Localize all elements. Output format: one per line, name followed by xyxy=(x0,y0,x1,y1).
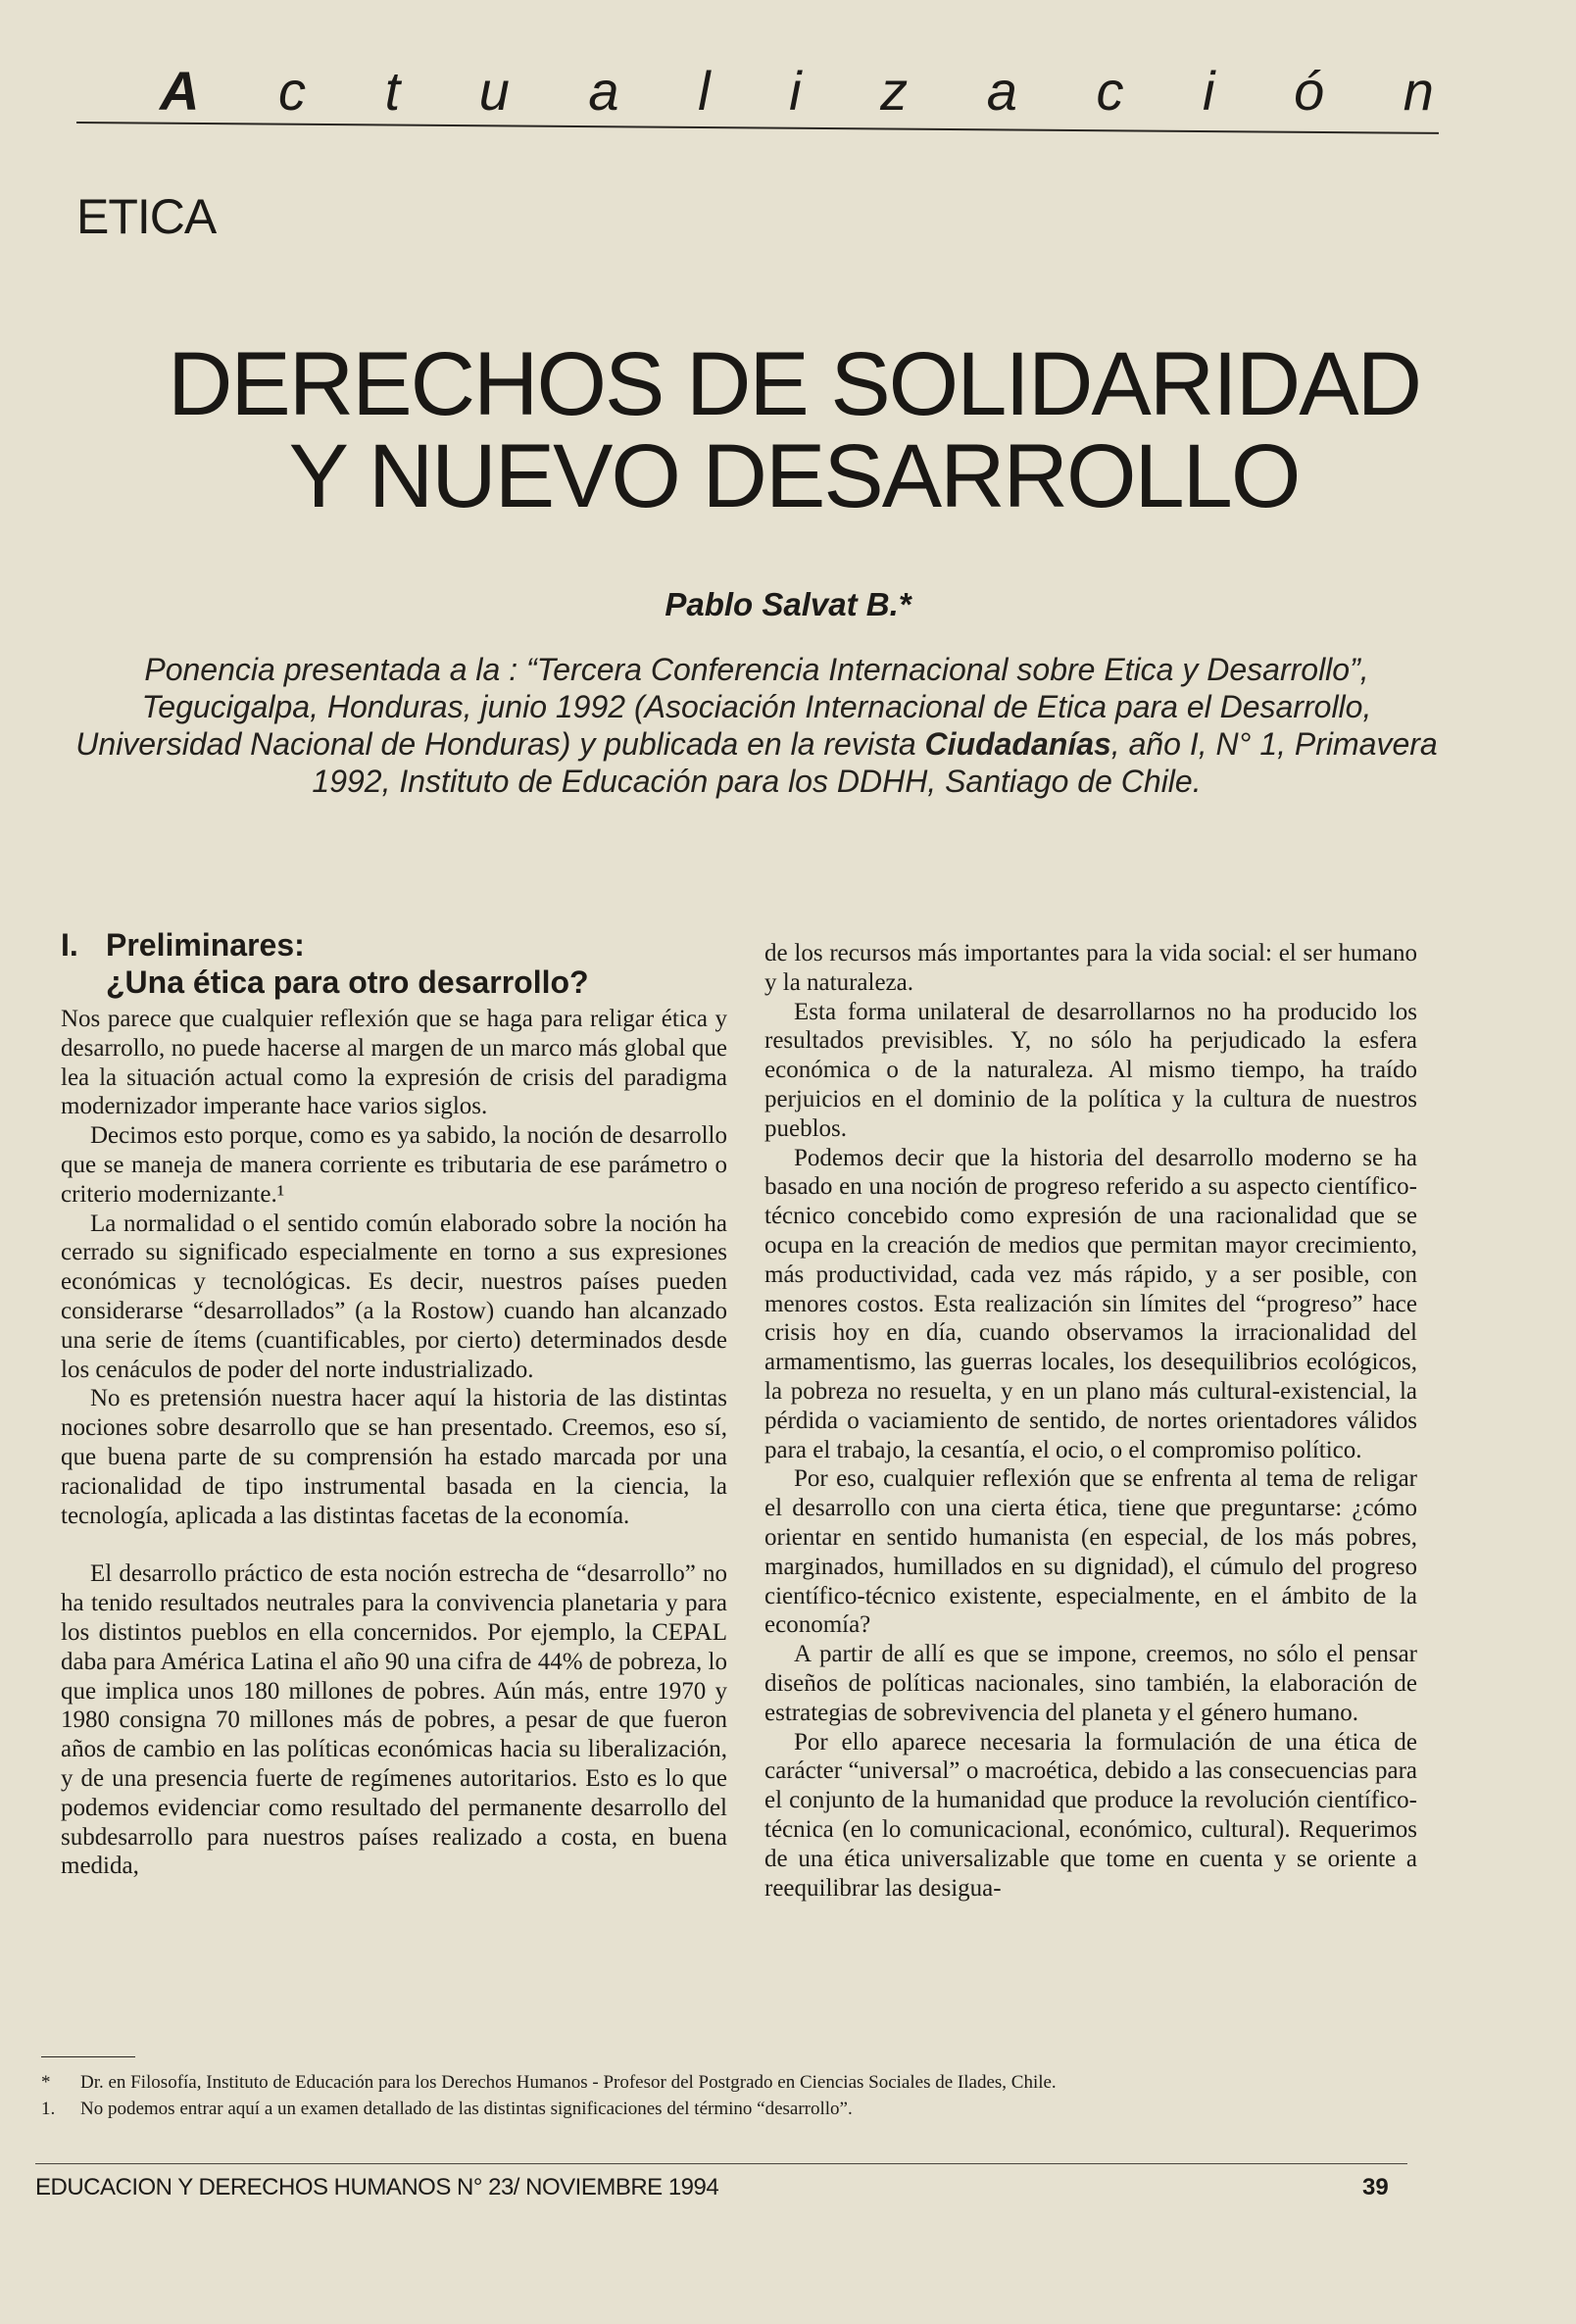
article-title-line1: DERECHOS DE SOLIDARIDAD xyxy=(167,334,1421,434)
abstract-text-end: , año I, N° 1, Primavera 1992, Instituto de Educación para los DDHH, Santiago de Chile. xyxy=(312,726,1438,799)
banner-letter: c xyxy=(278,60,307,122)
category-label: ETICA xyxy=(76,189,217,244)
paragraph: El desarrollo práctico de esta noción estrecha de “desarrollo” no ha tenido resultados neutrales para la convivencia planetaria y para los distintos pueblos en ella concernidos. Por ejemplo, la CEPAL daba para América Latina el año 90 una cifra de 44% de pobreza, lo que implica unos 180 millones de pobres. Aún más, entre 1970 y 1980 consigna 70 millones más de pobres, a pesar de que fueron años de cambio en las políticas económicas hacia su liberalización, y de una presencia fuerte de regímenes autoritarios. Esto es lo que podemos evidenciar como resultado del permanente desarrollo del subdesarrollo para nuestros países realizado a costa, en buena medida, xyxy=(61,1560,727,1880)
banner-letter: c xyxy=(1096,60,1124,122)
banner-letter: i xyxy=(789,60,802,122)
paragraph: Por ello aparece necesaria la formulación de una ética de carácter “universal” o macroética, debido a las consecuencias para el conjunto de la humanidad que produce la revolución científico-técnica (en lo comunicacional, económico, cultural). Requerimos de una ética universalizable que tome en cuenta y se oriente a reequilibrar las desigua- xyxy=(764,1728,1417,1902)
left-column xyxy=(61,926,727,1881)
footnote-mark: * xyxy=(41,2072,51,2093)
banner-letter: t xyxy=(384,60,401,122)
section-heading xyxy=(61,926,727,1001)
journal-name: Ciudadanías xyxy=(924,726,1111,762)
right-column xyxy=(764,939,1417,1903)
article-title xyxy=(98,334,1490,526)
banner-letter: n xyxy=(1403,60,1434,122)
banner-letter: l xyxy=(698,60,711,122)
section-title: Preliminares: xyxy=(106,927,305,963)
paragraph: Decimos esto porque, como es ya sabido, la noción de desarrollo que se maneja de manera corriente es tributaria de ese parámetro o criterio modernizante.¹ xyxy=(61,1122,727,1208)
section-banner xyxy=(76,59,1439,167)
paragraph: A partir de allí es que se impone, creemos, no sólo el pensar diseños de políticas nacionales, sino también, la elaboración de estrategias de sobrevivencia del planeta y el género humano. xyxy=(764,1641,1417,1726)
section-subtitle: ¿Una ética para otro desarrollo? xyxy=(106,964,589,1000)
page-number: 39 xyxy=(1362,2174,1389,2200)
banner-letter: i xyxy=(1203,60,1215,122)
banner-letter: ó xyxy=(1294,60,1325,122)
article-title-line2: Y NUEVO DESARROLLO xyxy=(288,426,1300,526)
paragraph: Esta forma unilateral de desarrollarnos no ha producido los resultados previsibles. Y, no sólo ha perjudicado la esfera económica o de la naturaleza. Al mismo tiempo, ha traído perjuicios en el dominio de la política y la cultura de nuestros pueblos. xyxy=(764,998,1417,1142)
banner-letter: a xyxy=(588,60,619,122)
banner-divider xyxy=(76,122,1439,134)
footnote-divider xyxy=(41,2056,135,2057)
footnotes xyxy=(41,2069,1433,2122)
section-number: I. xyxy=(61,927,78,963)
banner-letter: u xyxy=(478,60,510,122)
paragraph: Podemos decir que la historia del desarrollo moderno se ha basado en una noción de progreso referido a su aspecto científico-técnico concebido como expresión de una racionalidad que se ocupa en la creación de medios que permitan mayor crecimiento, más productividad, cada vez más rápido, y a ser posible, con menores costos. Esta realización sin límites del “progreso” hace crisis hoy en día, cuando observamos la irracionalidad del armamentismo, las guerras locales, los desequilibrios ecológicos, la pobreza no resuelta, y en un plano más cultural-existencial, la pérdida o vaciamiento de sentido, de nortes orientadores válidos para el trabajo, la cesantía, el ocio, o el compromiso político. xyxy=(764,1144,1417,1463)
section-banner-letters xyxy=(160,59,1434,123)
banner-letter: a xyxy=(986,60,1017,122)
paragraph: La normalidad o el sentido común elaborado sobre la noción ha cerrado su significado especialmente en torno a sus expresiones económicas y tecnológicas. Es decir, nuestros países pueden considerarse “desarrollados” (a la Rostow) cuando han alcanzado una serie de ítems (cuantificables, por cierto) determinados desde los cenáculos de poder del norte industrializado. xyxy=(61,1210,727,1383)
footnote-text: Dr. en Filosofía, Instituto de Educación para los Derechos Humanos - Profesor del Postgrado en Ciencias Sociales de Ilades, Chile. xyxy=(80,2072,1057,2093)
footer-divider xyxy=(35,2163,1407,2164)
paragraph: Por eso, cualquier reflexión que se enfrenta al tema de religar el desarrollo con una cierta ética, tiene que preguntarse: ¿cómo orientar en sentido humanista (en especial, de los más pobres, marginados, humillados en su dignidad), el cúmulo del progreso científico-técnico existente, especialmente, en el ámbito de la economía? xyxy=(764,1465,1417,1639)
author-name: Pablo Salvat B.* xyxy=(665,586,911,622)
footnote-mark: 1. xyxy=(41,2099,56,2119)
publication-footer: EDUCACION Y DERECHOS HUMANOS N° 23/ NOVIEMBRE 1994 xyxy=(35,2174,719,2200)
banner-letter: A xyxy=(160,60,200,122)
footnote xyxy=(41,2096,1433,2122)
paragraph: de los recursos más importantes para la vida social: el ser humano y la naturaleza. xyxy=(764,940,1417,996)
abstract-text: Ponencia presentada a la : “Tercera Conferencia Internacional sobre Etica y Desarrollo”, Tegucigalpa, Honduras, junio 1992 (Asociación Internacional de Etica para el Desarrollo, Universidad Nacional de Honduras) y publicada en la revista xyxy=(75,652,1372,762)
paragraph: Nos parece que cualquier reflexión que se haga para religar ética y desarrollo, no puede hacerse al margen de un marco más global que lea la situación actual como la expresión de crisis del paradigma modernizador imperante hace varios siglos. xyxy=(61,1006,727,1120)
article-abstract xyxy=(71,651,1443,800)
paragraph: No es pretensión nuestra hacer aquí la historia de las distintas nociones sobre desarrollo que se han presentado. Creemos, eso sí, que buena parte de su comprensión ha estado marcada por una racionalidad de tipo instrumental basada en la ciencia, la tecnología, aplicada a las distintas facetas de la economía. xyxy=(61,1385,727,1529)
banner-letter: z xyxy=(880,60,909,122)
footnote-text: No podemos entrar aquí a un examen detallado de las distintas significaciones del término “desarrollo”. xyxy=(80,2099,853,2119)
footnote xyxy=(41,2069,1433,2096)
